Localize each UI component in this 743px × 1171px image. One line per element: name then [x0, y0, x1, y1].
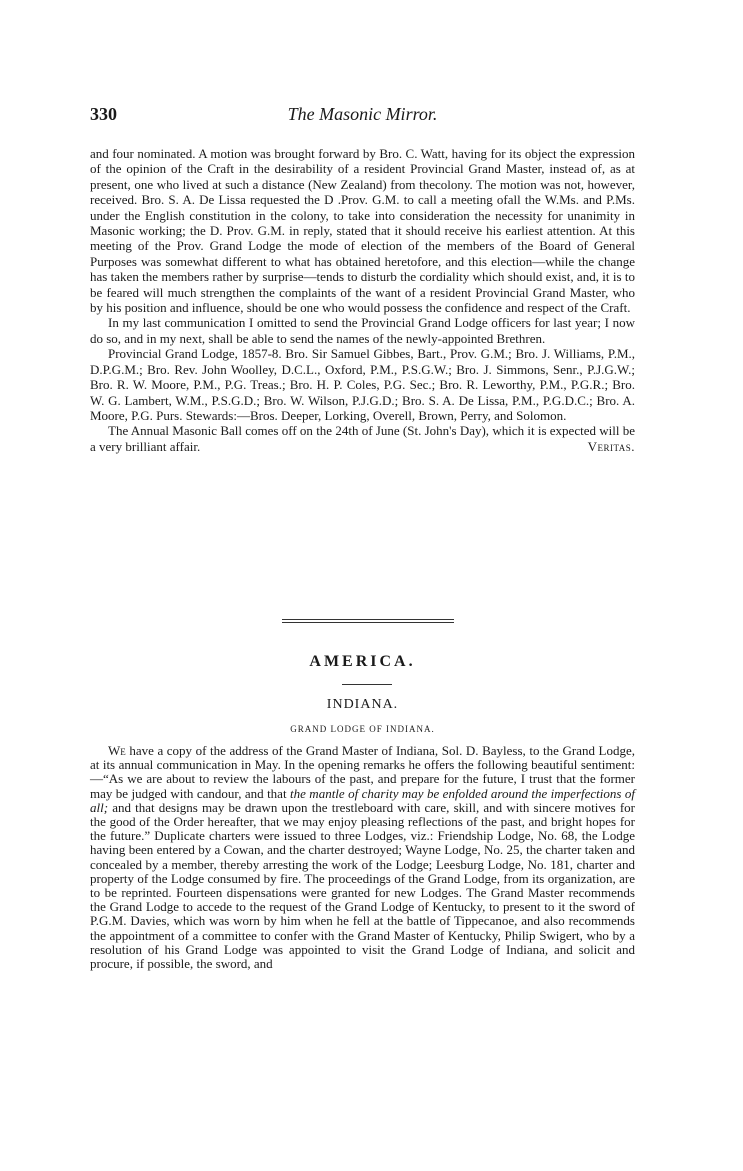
section-divider	[282, 619, 454, 625]
italic-quote: the mantle of charity may be enfolded around the imperfections of all;	[90, 785, 635, 815]
sub-sub-heading: GRAND LODGE OF INDIANA.	[290, 724, 435, 734]
article-body-part1: have a copy of the address of the Grand Master of Indiana, Sol. D. Bayless, to the Grand Lodge, at its annual communication in May. In the opening remarks he offers the following beautiful sentiment:—“As we are about to review the labours of the past, and prepare for the future, I trust that the former may be judged with candour, and that	[90, 743, 635, 801]
letter-text	[90, 146, 635, 454]
section-heading: AMERICA.	[309, 653, 416, 670]
letter-paragraph-2: In my last communication I omitted to send the Provincial Grand Lodge officers for last year; I now do so, and in my next, shall be able to send the names of the newly-appointed Brethren.	[90, 315, 635, 346]
article-paragraph	[90, 744, 635, 971]
sub-heading: INDIANA.	[326, 697, 399, 712]
article-body-part2: and that designs may be drawn upon the trestleboard with care, skill, and with sincere motives for the good of the Order hereafter, that we may enjoy pleasing reflections of the past, and bright hopes for the future.” Duplicate charters were issued to three Lodges, viz.: Friendship Lodge, No. 68, the Lodge having been entered by a Cowan, and the charter destroyed; Wayne Lodge, No. 25, the charter taken and concealed by a member, thereby arresting the work of the Lodge; Leesburg Lodge, No. 181, charter and property of the Lodge consumed by fire. The proceedings of the Grand Lodge, from its organization, are to be reprinted. Fourteen dispensations were granted for new Lodges. The Grand Master recommends the Grand Lodge to accede to the request of the Grand Lodge of Kentucky, to present to it the sword of P.G.M. Davies, which was worn by him when he fell at the battle of Tippecanoe, and also recommends the appointment of a committee to confer with the Grand Master of Kentucky, Philip Swigert, who by a resolution of his Grand Lodge was appointed to visit the Grand Lodge of Indiana, and solicit and procure, if possible, the sword, and	[90, 799, 635, 972]
letter-paragraph-4: The Annual Masonic Ball comes off on the 24th of June (St. John's Day), which it is expected will be a very brilliant affair.	[90, 423, 635, 454]
signature: Veritas.	[587, 438, 635, 454]
page-header	[90, 104, 635, 128]
heading-rule	[342, 684, 392, 685]
divider-line-bottom	[282, 622, 454, 625]
opening-word: We	[108, 743, 126, 758]
article-text	[90, 744, 635, 971]
letter-closing	[90, 423, 635, 454]
running-title: The Masonic Mirror.	[287, 104, 438, 124]
letter-paragraph-1: and four nominated. A motion was brought forward by Bro. C. Watt, having for its object the expression of the opinion of the Craft in the desirability of a resident Provincial Grand Master, instead of, as at present, one who lived at such a distance (New Zealand) from thecolony. The motion was not, however, received. Bro. S. A. De Lissa requested the D .Prov. G.M. to call a meeting ofall the W.Ms. and P.Ms. under the English constitution in the colony, to take into consideration the necessity for unanimity in Masonic working; the D. Prov. G.M. in reply, stated that it should receive his earliest attention. At this meeting of the Prov. Grand Lodge the mode of election of the members of the Board of General Purposes was somewhat different to what has obtained heretofore, and this election—while the change has taken the members rather by surprise—tends to disturb the cordiality which should exist, and, it is to be feared will much strengthen the complaints of the want of a resident Provincial Grand Master, who by his position and influence, should be one who would possess the confidence and respect of the Craft.	[90, 146, 635, 316]
page-number: 330	[90, 104, 117, 124]
letter-paragraph-3: Provincial Grand Lodge, 1857-8. Bro. Sir Samuel Gibbes, Bart., Prov. G.M.; Bro. J. Williams, P.M., D.P.G.M.; Bro. Rev. John Woolley, D.C.L., Oxford, P.M., P.S.G.W.; Bro. J. Simmons, Senr., P.J.G.W.; Bro. R. W. Moore, P.M., P.G. Treas.; Bro. H. P. Coles, P.G. Sec.; Bro. R. Leworthy, P.M., P.G.R.; Bro. W. G. Lambert, W.M., P.S.G.D.; Bro. W. Wilson, P.J.G.D.; Bro. S. A. De Lissa, P.M., P.G.D.C.; Bro. A. Moore, P.G. Purs. Stewards:—Bros. Deeper, Lorking, Overell, Brown, Perry, and Solomon.	[90, 346, 635, 423]
